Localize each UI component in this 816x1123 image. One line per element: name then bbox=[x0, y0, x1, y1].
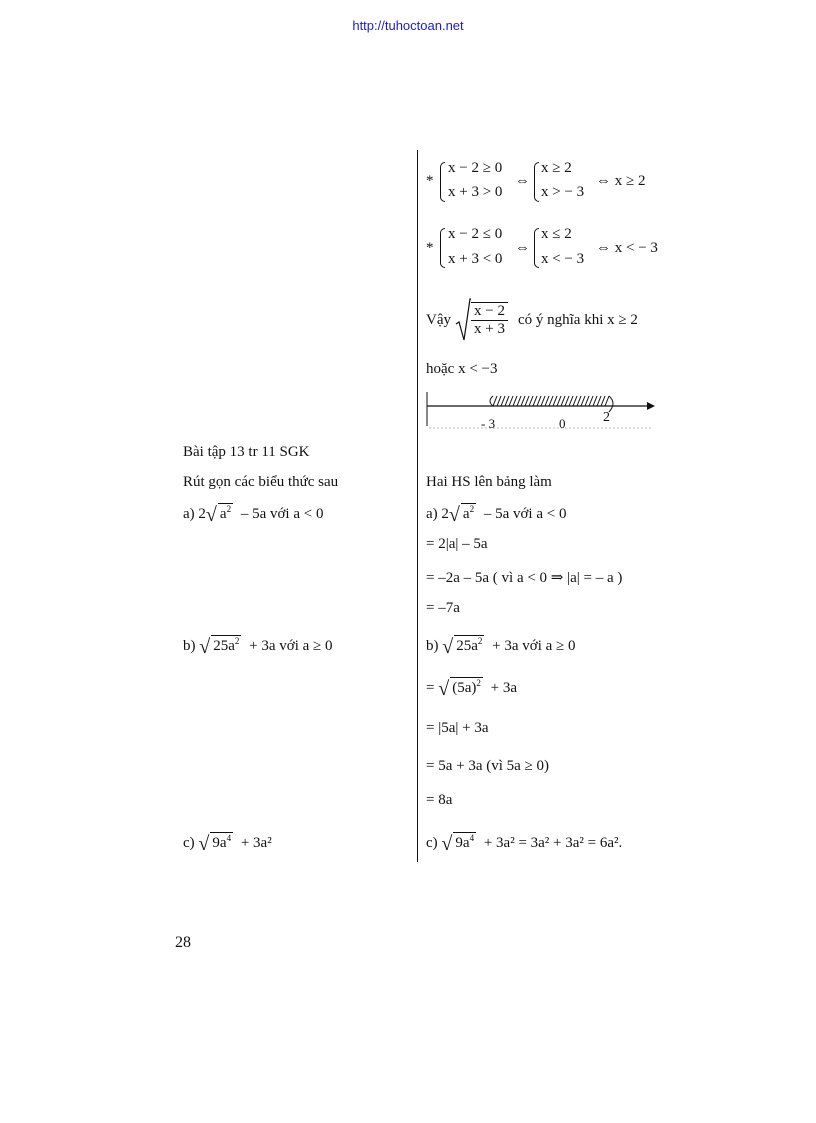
brace bbox=[534, 228, 539, 268]
fraction-numerator: x − 2 bbox=[471, 303, 508, 321]
number-line bbox=[425, 390, 657, 432]
radicand: (5a) bbox=[452, 680, 477, 696]
brace bbox=[534, 162, 539, 202]
bullet: * bbox=[426, 173, 434, 189]
equiv: ⇔ bbox=[515, 173, 530, 189]
ineq: x < − 3 bbox=[541, 251, 585, 267]
header-url[interactable]: http://tuhoctoan.net bbox=[352, 18, 464, 33]
radical-icon: √ bbox=[442, 636, 454, 658]
left-part-b bbox=[183, 635, 333, 658]
exponent: 2 bbox=[477, 636, 483, 646]
radicand: 9a bbox=[455, 835, 470, 851]
label: a) 2 bbox=[183, 506, 206, 522]
vay-label: Vậy bbox=[426, 311, 451, 328]
page-number: 28 bbox=[175, 934, 191, 951]
sqrt-fraction bbox=[455, 298, 508, 342]
tick-label: 0 bbox=[559, 416, 566, 431]
or-line: hoặc x < −3 bbox=[426, 361, 498, 377]
tail: + 3a với a ≥ 0 bbox=[249, 638, 333, 654]
radical-icon: √ bbox=[441, 833, 453, 855]
label: b) bbox=[183, 638, 196, 654]
number-line-graphic bbox=[425, 390, 657, 432]
label: c) bbox=[183, 835, 195, 851]
radicand: a bbox=[462, 506, 470, 522]
tail: – 5a với a < 0 bbox=[240, 506, 324, 522]
tail: + 3a bbox=[490, 680, 517, 696]
label: b) bbox=[426, 638, 439, 654]
label: a) 2 bbox=[426, 506, 449, 522]
right-part-c bbox=[426, 832, 623, 855]
sqrt-expr bbox=[438, 677, 483, 700]
radicand: a bbox=[219, 506, 227, 522]
step: = |5a| + 3a bbox=[426, 720, 489, 736]
left-part-c bbox=[183, 832, 272, 855]
right-part-a-line1 bbox=[426, 503, 567, 526]
ineq: x + 3 < 0 bbox=[448, 251, 503, 267]
column-divider bbox=[417, 150, 418, 862]
exercise-title: Bài tập 13 tr 11 SGK bbox=[183, 444, 310, 460]
ineq: x + 3 > 0 bbox=[448, 184, 503, 200]
step: = 5a + 3a (vì 5a ≥ 0) bbox=[426, 758, 550, 774]
label: = bbox=[426, 680, 435, 696]
radical-icon: √ bbox=[205, 504, 217, 526]
step: = –7a bbox=[426, 600, 460, 616]
tick-label: - 3 bbox=[481, 416, 496, 431]
radical-icon: √ bbox=[448, 504, 460, 526]
exponent: 2 bbox=[234, 636, 240, 646]
brace bbox=[440, 228, 445, 268]
brace bbox=[440, 162, 445, 202]
sqrt-expr bbox=[441, 832, 476, 855]
result: ⇔ x < − 3 bbox=[596, 240, 658, 256]
tail: – 5a với a < 0 bbox=[483, 506, 567, 522]
label: c) bbox=[426, 835, 438, 851]
sqrt-expr bbox=[199, 635, 241, 658]
step: = 8a bbox=[426, 792, 453, 808]
tail: + 3a² = 3a² + 3a² = 6a². bbox=[483, 835, 623, 851]
radical-icon: √ bbox=[438, 678, 450, 700]
sqrt-expr bbox=[442, 635, 484, 658]
ineq: x ≥ 2 bbox=[541, 160, 572, 176]
step: = –2a – 5a ( vì a < 0 ⇒ |a| = – a ) bbox=[426, 570, 623, 586]
equiv: ⇔ bbox=[515, 240, 530, 256]
tail: + 3a² bbox=[240, 835, 272, 851]
exponent: 4 bbox=[226, 833, 232, 843]
conclusion-tail: có ý nghĩa khi x ≥ 2 bbox=[517, 311, 638, 328]
radical-icon: √ bbox=[198, 833, 210, 855]
radical-sign bbox=[455, 298, 471, 342]
sqrt-expr bbox=[448, 503, 476, 526]
sqrt-expr bbox=[205, 503, 233, 526]
result: ⇔ x ≥ 2 bbox=[596, 173, 646, 189]
fraction-denominator: x + 3 bbox=[474, 321, 505, 337]
exercise-subtitle: Rút gọn các biểu thức sau bbox=[183, 474, 339, 490]
tail: + 3a với a ≥ 0 bbox=[492, 638, 576, 654]
ineq: x ≤ 2 bbox=[541, 226, 572, 242]
exponent: 4 bbox=[469, 833, 475, 843]
tick-label: 2 bbox=[603, 410, 610, 425]
exponent: 2 bbox=[476, 678, 481, 688]
radicand: 25a bbox=[456, 638, 478, 654]
right-part-b-line1 bbox=[426, 635, 576, 658]
answer-intro: Hai HS lên bảng làm bbox=[426, 474, 552, 490]
exponent: 2 bbox=[226, 504, 232, 514]
right-part-b-line2 bbox=[426, 677, 517, 700]
step: = 2|a| – 5a bbox=[426, 536, 488, 552]
sqrt-expr bbox=[198, 832, 233, 855]
radicand: 9a bbox=[212, 835, 227, 851]
radical-icon: √ bbox=[199, 636, 211, 658]
exponent: 2 bbox=[469, 504, 475, 514]
radicand: 25a bbox=[213, 638, 235, 654]
conclusion bbox=[426, 298, 638, 342]
left-part-a bbox=[183, 503, 324, 526]
bullet: * bbox=[426, 240, 434, 256]
ineq: x − 2 ≥ 0 bbox=[448, 160, 503, 176]
ineq: x > − 3 bbox=[541, 184, 585, 200]
ineq: x − 2 ≤ 0 bbox=[448, 226, 503, 242]
